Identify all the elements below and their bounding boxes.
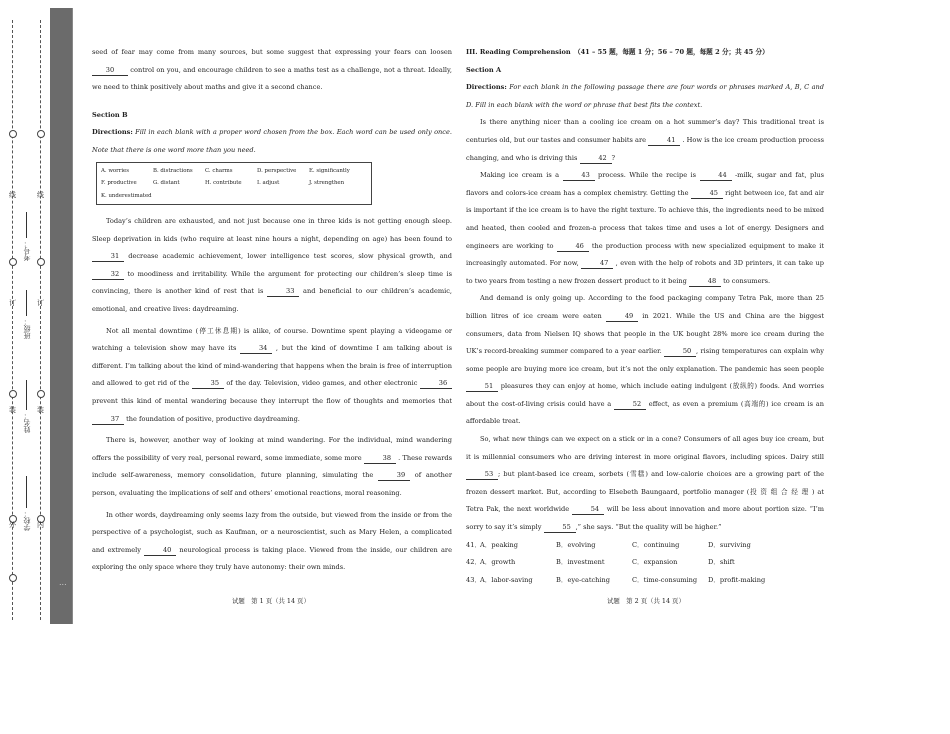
blank-41[interactable]: 41 bbox=[648, 135, 680, 146]
word-option: G. distant bbox=[153, 180, 180, 187]
option-d[interactable]: D．shift bbox=[708, 558, 735, 567]
question-41-options bbox=[466, 537, 824, 555]
option-a[interactable]: A．labor-saving bbox=[480, 575, 533, 584]
section-a-heading: Section A bbox=[466, 65, 502, 74]
blank-35[interactable]: 35 bbox=[192, 378, 224, 389]
section-a-directions bbox=[466, 79, 824, 114]
text: in 2021. While the US and China are the biggest consumers, data from Nielsen IQ shows that people in the UK bought 28% more ice cream during the UK’s record-breaking summer compared to a year earlier. bbox=[466, 311, 824, 356]
text: -milk, sugar and fat, plus flavors and colors-ice cream has a complex chemistry. Getting the bbox=[466, 171, 824, 197]
word-box-row bbox=[101, 190, 367, 203]
directions-label: Directions: bbox=[466, 83, 507, 92]
punch-hole-marker bbox=[9, 574, 17, 582]
blank-52[interactable]: 52 bbox=[614, 399, 646, 410]
heading-text: III. Reading Comprehension bbox=[466, 48, 571, 56]
paragraph bbox=[92, 323, 452, 429]
text: process. While the recipe is bbox=[598, 171, 697, 180]
exam-number-field[interactable] bbox=[26, 212, 27, 238]
blank-55[interactable]: 55 bbox=[544, 522, 576, 533]
word-box-row bbox=[101, 165, 367, 178]
text: There is, however, another way of looking at mind wandering. For the individual, mind wandering offers the possibility of very real, personal reward, some immediate, some more bbox=[92, 436, 452, 462]
paragraph bbox=[466, 431, 824, 537]
paragraph bbox=[466, 290, 824, 431]
text: In other words, daydreaming only seems lazy from the outside, but viewed from the inside or from the perspective of a psychologist, such as Kaufman, or a neuroscientist, such as Mary Helen, a complicated and extremely bbox=[92, 510, 452, 554]
name-label: 姓名： bbox=[23, 412, 31, 433]
word-option: B. distractions bbox=[153, 167, 193, 174]
line-mark-inner: 线 bbox=[37, 191, 44, 199]
page-footer-left: 试题 第 1 页（共 14 页） bbox=[232, 597, 310, 605]
blank-44[interactable]: 44 bbox=[700, 170, 732, 181]
text: will be less about innovation and more about portion size. “I’m sorry to say it’s simply bbox=[466, 505, 824, 532]
text: right between ice, fat and air is important if the ice cream is to have the right texture. To achieve this, the ingredients need to be mixed and heated, then cooled and frozen-a process that takes time and uses a lot of energy. Designers and engineers are working to bbox=[466, 188, 824, 250]
blank-40[interactable]: 40 bbox=[144, 545, 176, 556]
option-b[interactable]: B．eye-catching bbox=[556, 575, 610, 584]
word-option: I. adjust bbox=[257, 180, 280, 187]
blank-31[interactable]: 31 bbox=[92, 251, 124, 262]
line-mark: 线 bbox=[9, 191, 16, 199]
text: . These rewards include self-awareness, memory consolidation, future planning, simulating the bbox=[92, 453, 452, 480]
blank-47[interactable]: 47 bbox=[581, 258, 613, 269]
text: control on you, and encourage children to see a maths test as a challenge, not a threat. Ideally, we need to think positively about maths and give it a second chance. bbox=[92, 65, 452, 92]
blank-54[interactable]: 54 bbox=[572, 504, 604, 515]
word-option: D. perspective bbox=[257, 167, 297, 174]
blank-34[interactable]: 34 bbox=[240, 343, 272, 354]
option-d[interactable]: D．surviving bbox=[708, 540, 751, 549]
school-label: 学校： bbox=[23, 510, 31, 531]
blank-53[interactable]: 53 bbox=[466, 469, 498, 480]
directions-label: Directions: bbox=[92, 128, 133, 137]
page-footer-right: 试题 第 2 页（共 14 页） bbox=[607, 597, 685, 605]
text: So, what new things can we expect on a stick or in a cone? Consumers of all ages buy ice cream, but it is millennial consumers who are driving interest in more original flavors, including spices. Dairy still bbox=[466, 435, 824, 461]
binding-mark-inner: 订 bbox=[37, 299, 44, 307]
left-column bbox=[92, 44, 452, 577]
word-option: K. underestimated bbox=[101, 192, 152, 199]
binding-margin bbox=[0, 0, 74, 624]
strip-dots: ... bbox=[59, 578, 67, 587]
text: seed of fear may come from many sources, but some suggest that expressing your fears can loosen bbox=[92, 48, 452, 56]
text: to consumers. bbox=[723, 276, 771, 285]
paragraph bbox=[92, 432, 452, 502]
blank-33[interactable]: 33 bbox=[267, 286, 299, 297]
text: ,” she says. “But the quality will be higher.” bbox=[575, 523, 722, 532]
question-42-options bbox=[466, 554, 824, 572]
inner-mark: 内 bbox=[37, 521, 44, 529]
text: Making ice cream is a bbox=[480, 171, 560, 180]
text: to moodiness and irritability. While the argument for protecting our children’s sleep time is convincing, there is another kind of rest that is bbox=[92, 269, 452, 296]
paragraph bbox=[92, 507, 452, 577]
punch-hole-marker bbox=[37, 130, 45, 138]
word-option: A. worries bbox=[101, 167, 130, 174]
paragraph bbox=[92, 213, 452, 319]
blank-30[interactable]: 30 bbox=[92, 65, 128, 76]
text: And demand is only going up. According to the food packaging company Tetra Pak, more than 25 billion litres of ice cream were eaten bbox=[466, 294, 824, 320]
inner-cut-line bbox=[40, 20, 41, 620]
word-option: F. productive bbox=[101, 180, 137, 187]
question-number: 42． bbox=[466, 558, 481, 567]
outer-cut-line bbox=[12, 20, 13, 620]
text: Not all mental downtime (停工休息期) is alike, of course. Downtime spent playing a videogame or watching a television show may have its bbox=[92, 326, 452, 353]
question-43-options bbox=[466, 572, 824, 590]
option-c[interactable]: C．expansion bbox=[632, 558, 678, 567]
word-option: E. significantly bbox=[309, 167, 350, 174]
text: ? bbox=[611, 153, 616, 162]
punch-hole-marker bbox=[9, 130, 17, 138]
paragraph bbox=[466, 114, 824, 167]
word-option: C. charms bbox=[205, 167, 233, 174]
option-b[interactable]: B．investment bbox=[556, 558, 605, 567]
blank-36[interactable]: 36 bbox=[420, 378, 452, 389]
text: effect, as even a premium (高端的) ice cream is an affordable treat. bbox=[466, 399, 824, 426]
option-a[interactable]: A．peaking bbox=[480, 540, 518, 549]
text: neurological process is taking place. Viewed from the inside, our children are exploring the only space where they truly have autonomy: their own minds. bbox=[92, 545, 452, 572]
text: the production process with new specialized equipment to make it increasingly automated. For now, bbox=[466, 241, 824, 268]
text: . How is the ice cream production process changing, and who is driving this bbox=[466, 135, 824, 162]
outer-mark: 外 bbox=[9, 521, 16, 529]
word-option: J. strengthen bbox=[309, 180, 345, 187]
punch-hole-marker bbox=[37, 390, 45, 398]
option-c[interactable]: C．time-consuming bbox=[632, 575, 698, 584]
paragraph bbox=[466, 167, 824, 290]
blank-51[interactable]: 51 bbox=[466, 381, 498, 392]
name-field[interactable] bbox=[26, 380, 27, 410]
directions-text: Fill in each blank with a proper word chosen from the box. Each word can be used only once. Note that there is one word more than you need. bbox=[92, 128, 452, 154]
word-option: H. contribute bbox=[205, 180, 242, 187]
directions-text: For each blank in the following passage there are four words or phrases marked A, B, C and D. Fill in each blank with the word or phrase that best fits the context. bbox=[466, 83, 824, 109]
bind-mark-inner: 装 bbox=[37, 406, 44, 414]
text: Today’s children are exhausted, and not just because one in three kids is not getting enough sleep. Sleep deprivation in kids (who require at least nine hours a night, depending on age) has been found to bbox=[92, 217, 452, 243]
word-box-row bbox=[101, 177, 367, 190]
question-number: 43． bbox=[466, 575, 481, 584]
class-label: 班级： bbox=[23, 318, 31, 339]
school-field[interactable] bbox=[26, 476, 27, 508]
binding-mark: 订 bbox=[9, 299, 16, 307]
text: of another person, evaluating the implications of self and others’ emotional reactions, moral reasoning. bbox=[92, 471, 452, 497]
reading-heading bbox=[466, 44, 824, 62]
punch-hole-marker bbox=[9, 390, 17, 398]
blank-50[interactable]: 50 bbox=[664, 346, 696, 357]
text: , even with the help of robots and 3D printers, it can take up to two years from testing a new frozen dessert product to it being bbox=[466, 259, 824, 285]
option-c[interactable]: C．continuing bbox=[632, 540, 680, 549]
blank-38[interactable]: 38 bbox=[364, 453, 396, 464]
text: pleasures they can enjoy at home, which include eating indulgent (放纵的) foods. And worries about the cost-of-living crisis could have a bbox=[466, 382, 824, 408]
text: prevent this kind of mental wandering because they interrupt the flow of thoughts and memories that bbox=[92, 397, 452, 405]
text: Is there anything nicer than a cooling ice cream on a hot summer’s day? This traditional treat is centuries old, but our tastes and consumer habits are bbox=[466, 118, 824, 144]
option-b[interactable]: B．evolving bbox=[556, 540, 596, 549]
text: ; but plant-based ice cream, sorbets (雪糕) and low-calorie choices are a growing part of the frozen dessert market. But, according to Elsebeth Baungaard, portfolio manager (投 资 组 合 经 理 ) at Tetra Pak, the next worldwide bbox=[466, 470, 824, 514]
paragraph-intro bbox=[92, 44, 452, 97]
text: , rising temperatures can explain why some people are buying more ice cream, but it’s not the only explanation. The pandemic has seen people bbox=[466, 347, 824, 373]
text: of the day. Television, video games, and other electronic bbox=[226, 379, 418, 388]
text: , but the kind of downtime I am talking about is different. I’m talking about the kind of mind-wandering that happens when the brain is free of interruption and allowed to get rid of the bbox=[92, 344, 452, 388]
binding-strip bbox=[50, 8, 72, 624]
blank-48[interactable]: 48 bbox=[689, 276, 721, 287]
text: the foundation of positive, productive daydreaming. bbox=[126, 414, 300, 423]
exam-number-label: 考号： bbox=[23, 240, 31, 261]
bind-mark: 装 bbox=[9, 406, 16, 414]
option-d[interactable]: D．profit-making bbox=[708, 575, 766, 584]
question-number: 41． bbox=[466, 540, 481, 549]
blank-45[interactable]: 45 bbox=[691, 188, 723, 199]
punch-hole-marker bbox=[9, 258, 17, 266]
section-b-directions bbox=[92, 124, 452, 159]
section-b-heading: Section B bbox=[92, 110, 128, 119]
blank-43[interactable]: 43 bbox=[563, 170, 595, 181]
heading-score: （41 – 55 题，每题 1 分；56 – 70 题，每题 2 分；共 45 分） bbox=[577, 48, 769, 56]
blank-39[interactable]: 39 bbox=[378, 470, 410, 481]
blank-46[interactable]: 46 bbox=[557, 241, 589, 252]
page-border bbox=[72, 8, 73, 624]
text: and beneficial to our children’s academic, emotional, and creative lives: daydreaming. bbox=[92, 287, 452, 314]
option-a[interactable]: A．growth bbox=[480, 558, 516, 567]
blank-37[interactable]: 37 bbox=[92, 414, 124, 425]
blank-49[interactable]: 49 bbox=[606, 311, 638, 322]
blank-32[interactable]: 32 bbox=[92, 269, 124, 280]
class-field[interactable] bbox=[26, 290, 27, 316]
blank-42[interactable]: 42 bbox=[580, 153, 612, 164]
right-column bbox=[466, 44, 824, 589]
word-box bbox=[96, 162, 372, 206]
punch-hole-marker bbox=[37, 258, 45, 266]
text: decrease academic achievement, lower intelligence test scores, slow physical growth, and bbox=[128, 252, 452, 261]
